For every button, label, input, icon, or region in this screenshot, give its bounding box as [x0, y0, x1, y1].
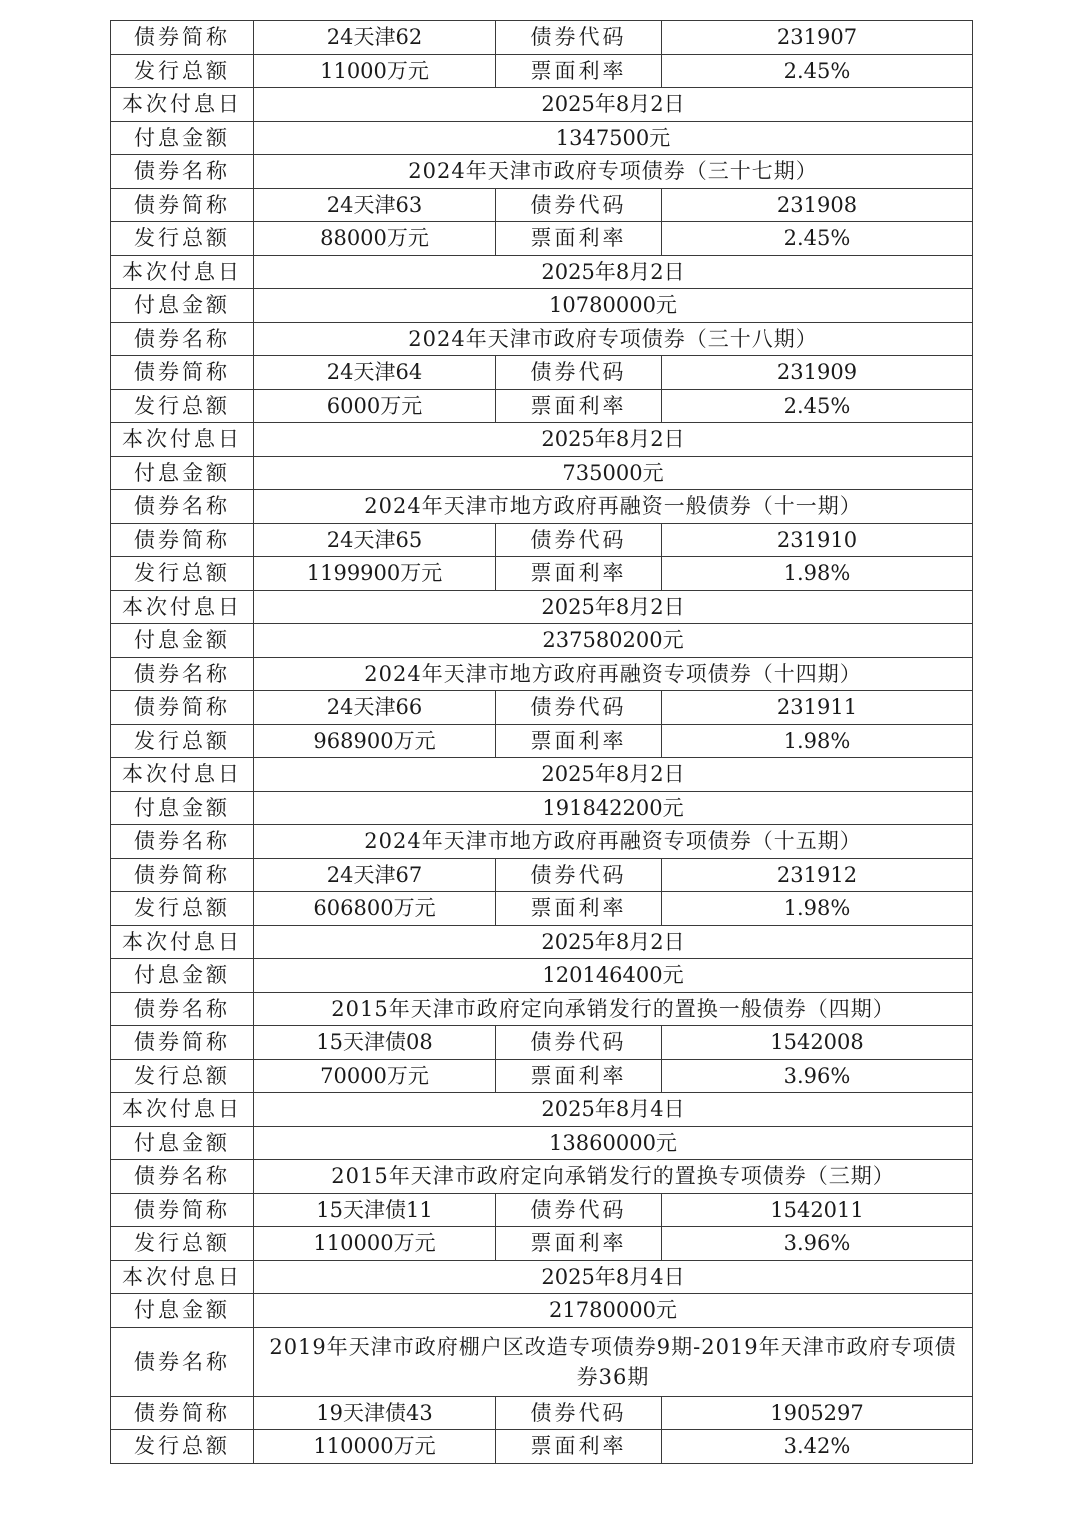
payment-amount-value: 13860000元	[254, 1126, 973, 1160]
bond-short-name-label: 债券简称	[111, 356, 254, 390]
bond-issue-row	[111, 1059, 973, 1093]
bond-short-name-value: 19天津债43	[254, 1396, 496, 1430]
payment-amount-row	[111, 791, 973, 825]
bond-name-value: 2024年天津市地方政府再融资专项债券（十五期）	[254, 825, 973, 859]
bond-short-name-row	[111, 691, 973, 725]
bond-name-value: 2019年天津市政府棚户区改造专项债券9期-2019年天津市政府专项债券36期	[254, 1327, 973, 1396]
bond-table-body	[111, 21, 973, 1464]
bond-code-value: 231911	[662, 691, 973, 725]
bond-short-name-value: 24天津63	[254, 188, 496, 222]
payment-date-label: 本次付息日	[111, 423, 254, 457]
issue-amount-value: 968900万元	[254, 724, 496, 758]
bond-short-name-label: 债券简称	[111, 1026, 254, 1060]
payment-date-value: 2025年8月2日	[254, 255, 973, 289]
coupon-rate-value: 2.45%	[662, 222, 973, 256]
payment-date-row	[111, 423, 973, 457]
bond-short-name-row	[111, 523, 973, 557]
bond-short-name-value: 24天津67	[254, 858, 496, 892]
bond-name-row	[111, 992, 973, 1026]
bond-name-value: 2015年天津市政府定向承销发行的置换一般债券（四期）	[254, 992, 973, 1026]
bond-code-label: 债券代码	[496, 858, 662, 892]
bond-short-name-label: 债券简称	[111, 21, 254, 55]
payment-amount-value: 21780000元	[254, 1294, 973, 1328]
bond-code-label: 债券代码	[496, 188, 662, 222]
bond-name-value: 2024年天津市地方政府再融资一般债券（十一期）	[254, 490, 973, 524]
bond-short-name-row	[111, 1026, 973, 1060]
issue-amount-label: 发行总额	[111, 389, 254, 423]
coupon-rate-label: 票面利率	[496, 1227, 662, 1261]
bond-name-value: 2024年天津市政府专项债券（三十七期）	[254, 155, 973, 189]
coupon-rate-label: 票面利率	[496, 724, 662, 758]
issue-amount-value: 6000万元	[254, 389, 496, 423]
issue-amount-value: 11000万元	[254, 54, 496, 88]
payment-amount-label: 付息金额	[111, 959, 254, 993]
issue-amount-value: 70000万元	[254, 1059, 496, 1093]
payment-date-value: 2025年8月4日	[254, 1260, 973, 1294]
payment-date-value: 2025年8月2日	[254, 590, 973, 624]
payment-amount-label: 付息金额	[111, 289, 254, 323]
issue-amount-label: 发行总额	[111, 724, 254, 758]
bond-name-value: 2015年天津市政府定向承销发行的置换专项债券（三期）	[254, 1160, 973, 1194]
issue-amount-value: 110000万元	[254, 1430, 496, 1464]
bond-interest-table-page	[110, 20, 972, 1464]
payment-date-label: 本次付息日	[111, 1093, 254, 1127]
bond-issue-row	[111, 724, 973, 758]
payment-date-value: 2025年8月2日	[254, 758, 973, 792]
bond-short-name-row	[111, 858, 973, 892]
bond-short-name-value: 24天津64	[254, 356, 496, 390]
payment-amount-row	[111, 959, 973, 993]
payment-amount-row	[111, 1126, 973, 1160]
bond-code-value: 231910	[662, 523, 973, 557]
bond-short-name-value: 24天津66	[254, 691, 496, 725]
payment-amount-label: 付息金额	[111, 1126, 254, 1160]
bond-name-label: 债券名称	[111, 657, 254, 691]
bond-issue-row	[111, 892, 973, 926]
bond-short-name-label: 债券简称	[111, 523, 254, 557]
bond-issue-row	[111, 1227, 973, 1261]
coupon-rate-value: 1.98%	[662, 892, 973, 926]
payment-amount-label: 付息金额	[111, 121, 254, 155]
bond-short-name-row	[111, 356, 973, 390]
bond-code-value: 1905297	[662, 1396, 973, 1430]
bond-code-label: 债券代码	[496, 1193, 662, 1227]
coupon-rate-label: 票面利率	[496, 54, 662, 88]
bond-short-name-row	[111, 21, 973, 55]
payment-date-value: 2025年8月2日	[254, 88, 973, 122]
payment-date-row	[111, 1093, 973, 1127]
coupon-rate-value: 1.98%	[662, 557, 973, 591]
payment-date-row	[111, 1260, 973, 1294]
issue-amount-label: 发行总额	[111, 1430, 254, 1464]
payment-amount-value: 120146400元	[254, 959, 973, 993]
bond-code-label: 债券代码	[496, 1026, 662, 1060]
bond-short-name-value: 24天津62	[254, 21, 496, 55]
bond-name-label: 债券名称	[111, 825, 254, 859]
coupon-rate-value: 2.45%	[662, 389, 973, 423]
payment-date-label: 本次付息日	[111, 88, 254, 122]
bond-short-name-value: 15天津债11	[254, 1193, 496, 1227]
issue-amount-value: 110000万元	[254, 1227, 496, 1261]
bond-name-row	[111, 490, 973, 524]
issue-amount-label: 发行总额	[111, 892, 254, 926]
bond-issue-row	[111, 557, 973, 591]
bond-code-value: 231907	[662, 21, 973, 55]
coupon-rate-value: 3.42%	[662, 1430, 973, 1464]
payment-amount-value: 191842200元	[254, 791, 973, 825]
bond-short-name-value: 15天津债08	[254, 1026, 496, 1060]
bond-name-row	[111, 1160, 973, 1194]
bond-name-label: 债券名称	[111, 322, 254, 356]
bond-short-name-row	[111, 1396, 973, 1430]
bond-code-label: 债券代码	[496, 356, 662, 390]
bond-name-label: 债券名称	[111, 1327, 254, 1396]
payment-date-label: 本次付息日	[111, 255, 254, 289]
bond-interest-table	[110, 20, 973, 1464]
payment-date-row	[111, 925, 973, 959]
payment-amount-label: 付息金额	[111, 1294, 254, 1328]
payment-date-row	[111, 88, 973, 122]
bond-short-name-row	[111, 188, 973, 222]
issue-amount-label: 发行总额	[111, 54, 254, 88]
bond-code-value: 1542008	[662, 1026, 973, 1060]
bond-issue-row	[111, 222, 973, 256]
coupon-rate-label: 票面利率	[496, 892, 662, 926]
payment-date-value: 2025年8月2日	[254, 925, 973, 959]
bond-name-row	[111, 322, 973, 356]
coupon-rate-label: 票面利率	[496, 389, 662, 423]
coupon-rate-value: 3.96%	[662, 1059, 973, 1093]
bond-name-value: 2024年天津市政府专项债券（三十八期）	[254, 322, 973, 356]
bond-name-label: 债券名称	[111, 1160, 254, 1194]
payment-amount-row	[111, 121, 973, 155]
payment-date-row	[111, 590, 973, 624]
bond-code-value: 1542011	[662, 1193, 973, 1227]
payment-date-label: 本次付息日	[111, 758, 254, 792]
bond-issue-row	[111, 1430, 973, 1464]
payment-amount-label: 付息金额	[111, 791, 254, 825]
coupon-rate-value: 3.96%	[662, 1227, 973, 1261]
bond-name-label: 债券名称	[111, 155, 254, 189]
payment-amount-value: 735000元	[254, 456, 973, 490]
bond-code-label: 债券代码	[496, 523, 662, 557]
payment-amount-label: 付息金额	[111, 624, 254, 658]
bond-code-label: 债券代码	[496, 1396, 662, 1430]
bond-name-row	[111, 155, 973, 189]
issue-amount-label: 发行总额	[111, 557, 254, 591]
bond-name-row	[111, 1327, 973, 1396]
payment-date-label: 本次付息日	[111, 590, 254, 624]
payment-date-row	[111, 255, 973, 289]
bond-short-name-row	[111, 1193, 973, 1227]
bond-code-label: 债券代码	[496, 21, 662, 55]
bond-short-name-label: 债券简称	[111, 691, 254, 725]
bond-code-value: 231909	[662, 356, 973, 390]
payment-amount-value: 10780000元	[254, 289, 973, 323]
payment-amount-row	[111, 456, 973, 490]
issue-amount-label: 发行总额	[111, 1227, 254, 1261]
payment-date-value: 2025年8月2日	[254, 423, 973, 457]
payment-amount-row	[111, 289, 973, 323]
coupon-rate-value: 2.45%	[662, 54, 973, 88]
payment-amount-value: 1347500元	[254, 121, 973, 155]
payment-amount-label: 付息金额	[111, 456, 254, 490]
bond-name-label: 债券名称	[111, 490, 254, 524]
issue-amount-label: 发行总额	[111, 1059, 254, 1093]
payment-amount-row	[111, 1294, 973, 1328]
bond-short-name-label: 债券简称	[111, 1193, 254, 1227]
bond-short-name-value: 24天津65	[254, 523, 496, 557]
bond-code-value: 231908	[662, 188, 973, 222]
bond-short-name-label: 债券简称	[111, 858, 254, 892]
payment-date-row	[111, 758, 973, 792]
coupon-rate-value: 1.98%	[662, 724, 973, 758]
bond-short-name-label: 债券简称	[111, 1396, 254, 1430]
coupon-rate-label: 票面利率	[496, 557, 662, 591]
payment-amount-value: 237580200元	[254, 624, 973, 658]
bond-issue-row	[111, 389, 973, 423]
issue-amount-value: 1199900万元	[254, 557, 496, 591]
payment-date-value: 2025年8月4日	[254, 1093, 973, 1127]
coupon-rate-label: 票面利率	[496, 1059, 662, 1093]
bond-code-label: 债券代码	[496, 691, 662, 725]
payment-date-label: 本次付息日	[111, 1260, 254, 1294]
bond-issue-row	[111, 54, 973, 88]
issue-amount-label: 发行总额	[111, 222, 254, 256]
bond-name-row	[111, 825, 973, 859]
payment-date-label: 本次付息日	[111, 925, 254, 959]
payment-amount-row	[111, 624, 973, 658]
issue-amount-value: 88000万元	[254, 222, 496, 256]
bond-name-row	[111, 657, 973, 691]
coupon-rate-label: 票面利率	[496, 222, 662, 256]
issue-amount-value: 606800万元	[254, 892, 496, 926]
bond-code-value: 231912	[662, 858, 973, 892]
bond-name-value: 2024年天津市地方政府再融资专项债券（十四期）	[254, 657, 973, 691]
bond-name-label: 债券名称	[111, 992, 254, 1026]
coupon-rate-label: 票面利率	[496, 1430, 662, 1464]
bond-short-name-label: 债券简称	[111, 188, 254, 222]
